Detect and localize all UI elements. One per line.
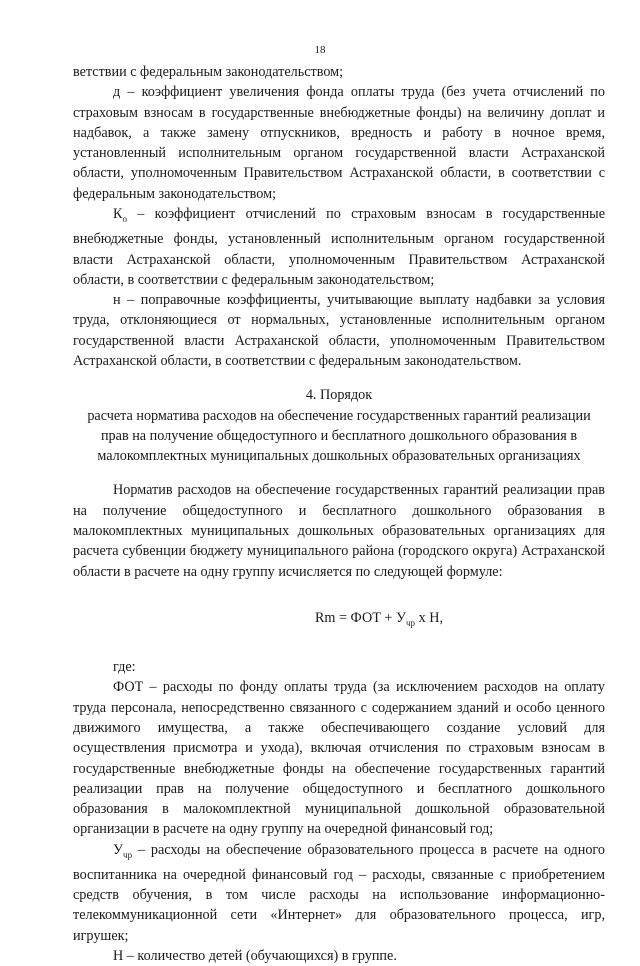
paragraph-coefficient-k <box>73 204 605 290</box>
paragraph-coefficient-d: д – коэффициент увеличения фонда оплаты труда (без учета отчислений по страховым взносам в государственные внебюджетные фонды) на величину доплат и надбавок, а также замену отпускников, вредность и работу в ночное время, установленный исполнительным органом государственной власти Астраханской области, уполномоченным Правительством Астраханской области, в соответствии с федеральным законодательством; <box>73 84 605 202</box>
paragraph-continuation: ветствии с федеральным законодательством; <box>73 64 344 80</box>
coefficient-k-symbol: К <box>113 206 123 223</box>
where-label: где: <box>113 659 136 676</box>
intro-paragraph: Норматив расходов на обеспечение государственных гарантий реализации прав на получение общедоступного и бесплатного дошкольного образования в малокомплектных муниципальных дошкольных образовательных организациях для расчета субвенции бюджету муниципального района (городского округа) Астраханской области в расчете на одну группу исчисляется по следующей формуле: <box>73 482 605 580</box>
section-title: 4. Порядок <box>305 387 373 404</box>
formula-subscript: чр <box>406 617 416 628</box>
formula <box>73 608 605 633</box>
uchr-text: – расходы на обеспечение образовательного процесса в расчете на одного воспитанника на очередной финансовый год – расходы, связанные с приобретением средств обучения, в том числе расходы на использование информационно-телекоммуникационной сети «Интернет» для образовательного процесса, игр, игрушек; <box>73 841 605 944</box>
uchr-subscript: чр <box>123 849 133 860</box>
definition-uchr <box>73 840 605 946</box>
definition-fot: ФОТ – расходы по фонду оплаты труда (за исключением расходов на оплату труда персонала, непосредственно связанного с содержанием зданий и особо ценного движимого имущества, а также обеспечивающего создание условий для осуществления присмотра и ухода), включая отчисления по страховым взносам в государственные внебюджетные фонды на обеспечение государственных гарантий реализации прав на получение общедоступного и бесплатного дошкольного образования в малокомплектной муниципальной дошкольной образовательной организации в расчете на одну группу на очередной финансовый год; <box>73 679 605 838</box>
formula-right: x Н, <box>415 609 444 626</box>
coefficient-k-text: – коэффициент отчислений по страховым взносам в государственные внебюджетные фонды, установленный исполнительным органом государственной власти Астраханской области, уполномоченным Правительством Астраханской области, в соответствии с федеральным законодательством; <box>73 206 605 288</box>
page-number: 18 <box>314 44 326 56</box>
section-subtitle: расчета норматива расходов на обеспечение государственных гарантий реализации прав на получение общедоступного и бесплатного дошкольного образования в малокомплектных муниципальных дошкольных образовательных организациях <box>87 407 591 465</box>
formula-left: Rm = ФОТ + У <box>314 609 406 626</box>
document-body <box>73 62 605 966</box>
paragraph-coefficient-n: н – поправочные коэффициенты, учитывающие выплату надбавки за условия труда, отклоняющиеся от нормальных, установленные исполнительным органом государственной власти Астраханской области, уполномоченным Правительством Астраханской области, в соответствии с федеральным законодательством. <box>73 292 605 369</box>
definition-n: Н – количество детей (обучающихся) в группе. <box>113 948 397 965</box>
uchr-symbol: У <box>113 841 124 858</box>
coefficient-k-subscript: о <box>122 213 127 224</box>
